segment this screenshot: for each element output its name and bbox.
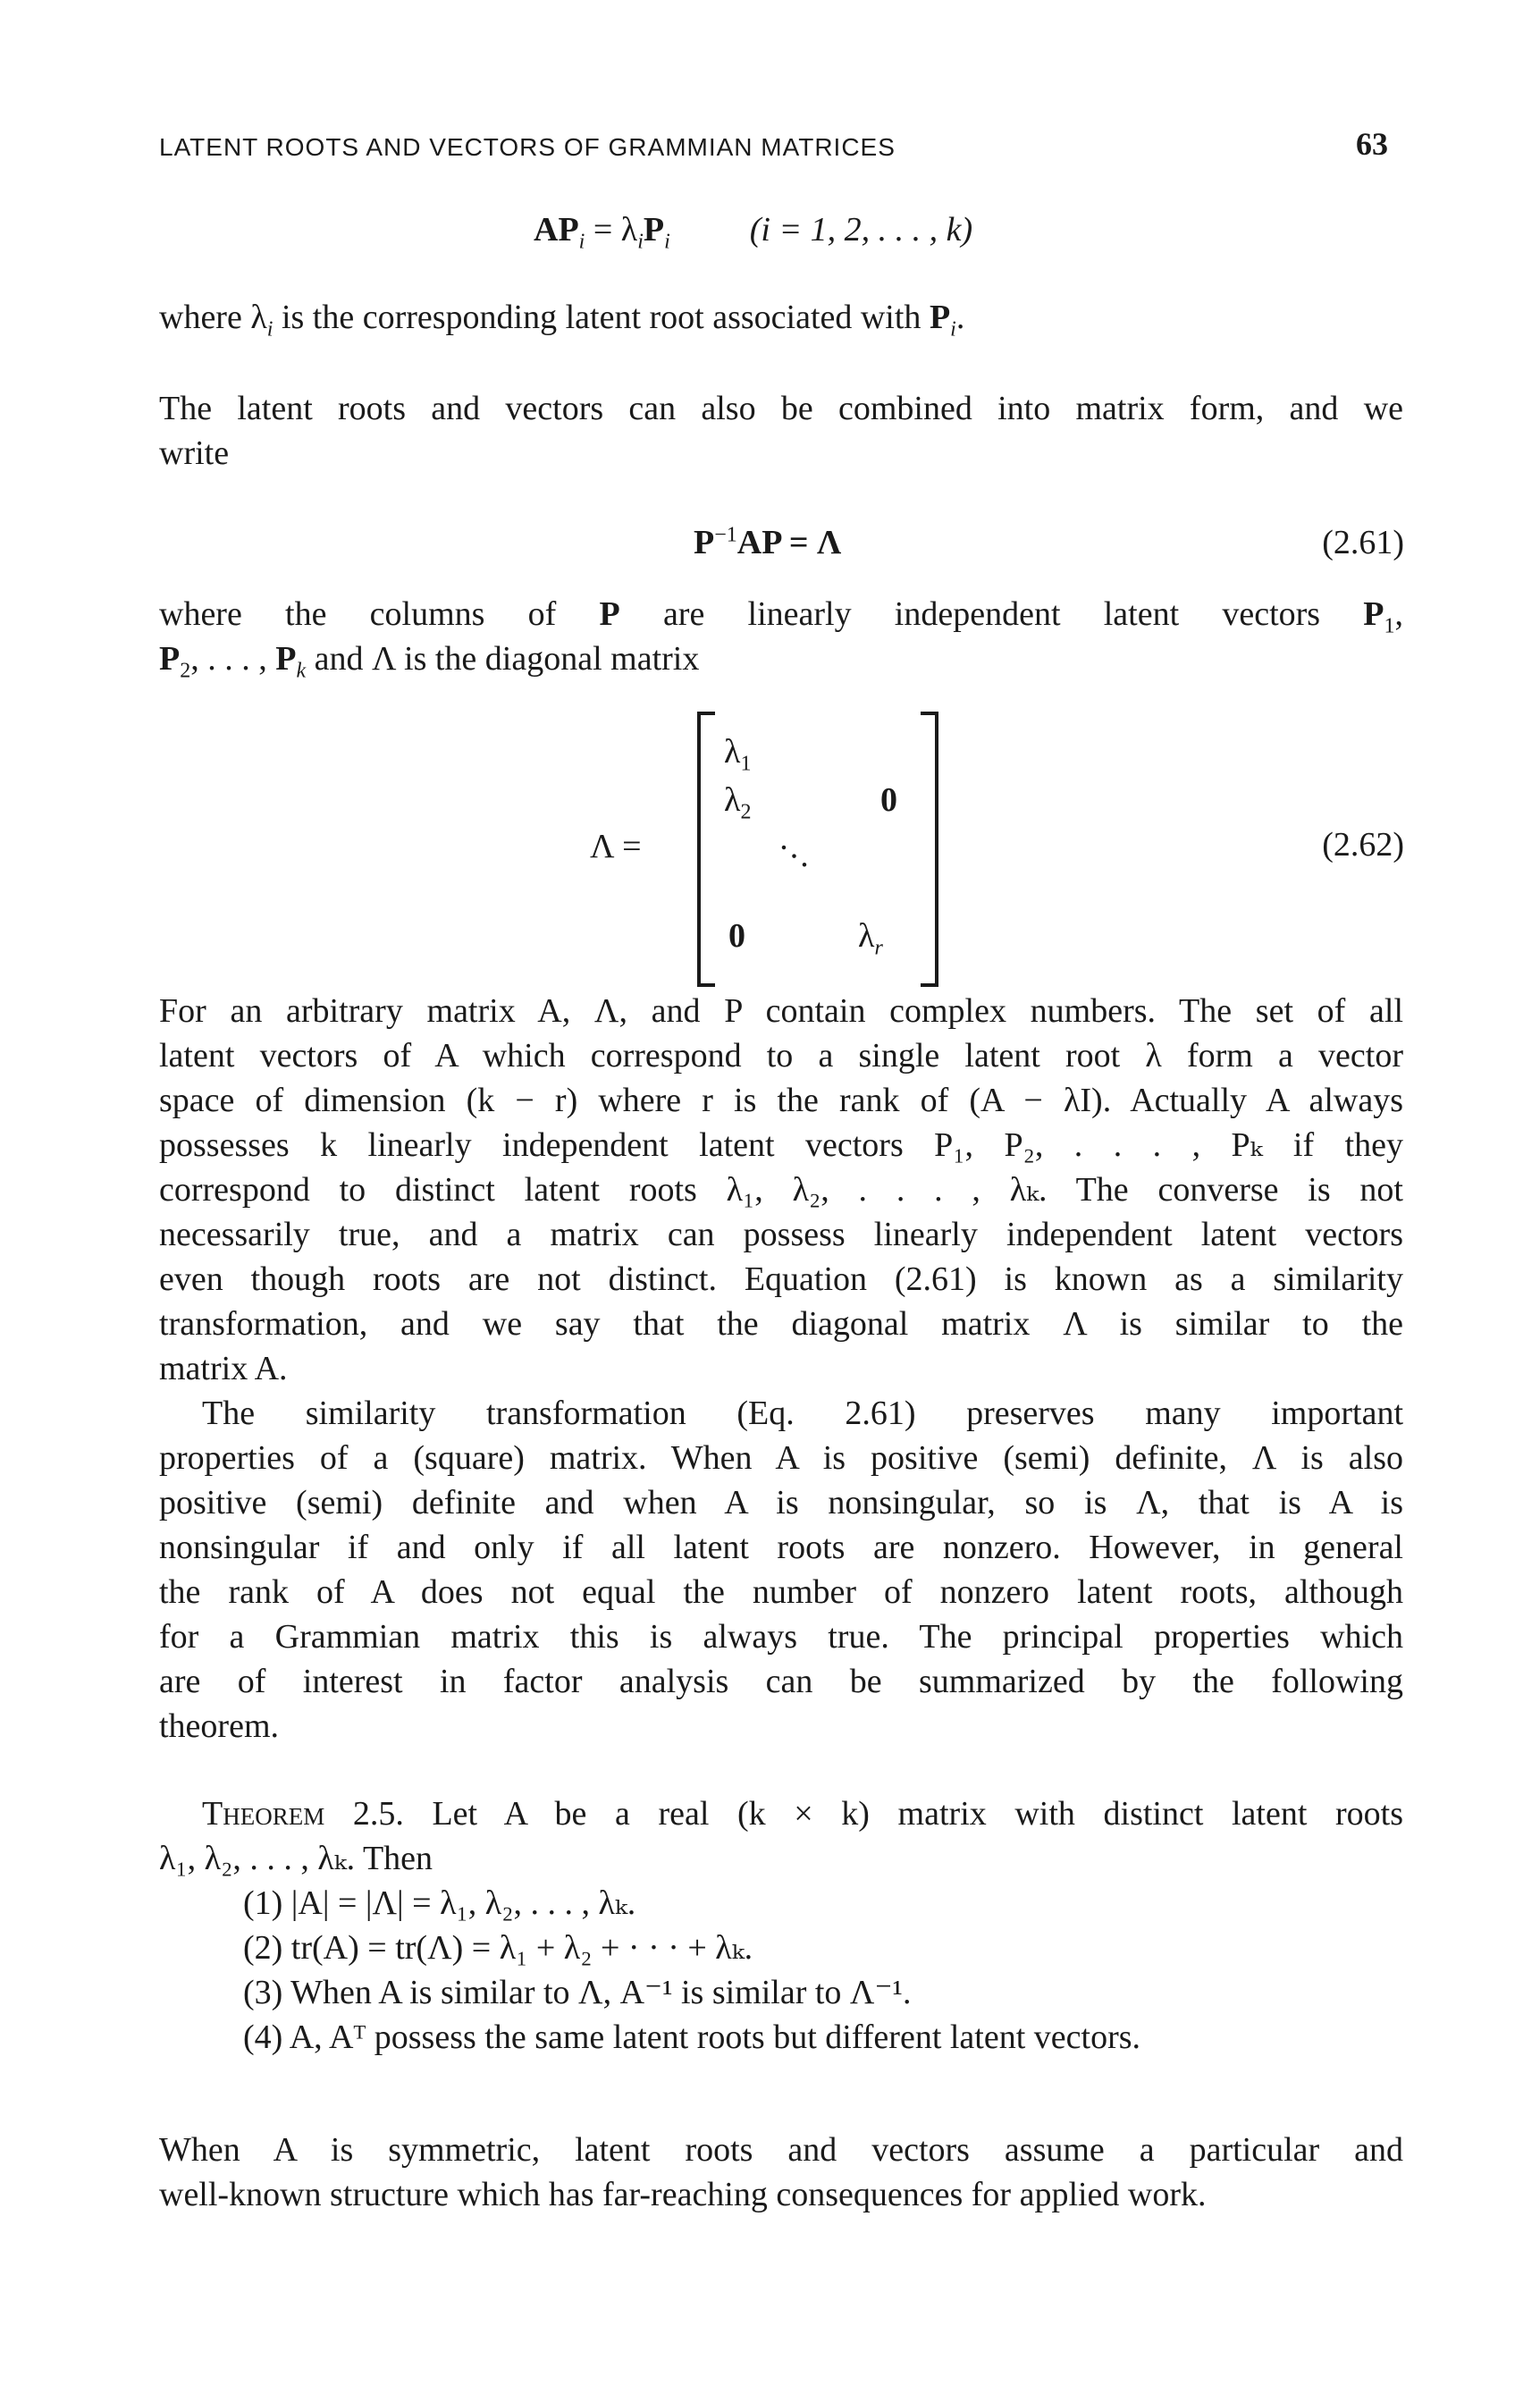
matrix-lambda-r: $\lambda_r$ (858, 917, 883, 960)
para3-dots: , . . . , (190, 640, 276, 678)
para3-p: P (599, 595, 620, 633)
theorem-item-2: (2) tr(A) = tr(Λ) = λ₁ + λ₂ + · · · + λₖ. (243, 1929, 753, 1967)
theorem-item-3: (3) When A is similar to Λ, A⁻¹ is similar to Λ⁻¹. (243, 1974, 912, 2011)
para3-sub1: 1 (1384, 614, 1395, 638)
paragraph-4-line: latent vectors of A which correspond to a single latent root λ form a vector (159, 1037, 1403, 1075)
eq-equals: = λ (585, 211, 638, 249)
para1-text-b: is the corresponding latent root associated with (273, 299, 930, 336)
theorem-statement: Let A be a real (k × k) matrix with distinct latent roots (432, 1795, 1404, 1833)
matrix-right-bracket (921, 712, 938, 987)
paragraph-3-line-1 (159, 592, 1403, 636)
eq-sub-i: i (578, 230, 585, 254)
paragraph-5-line: are of interest in factor analysis can be summarized by the following (159, 1663, 1403, 1700)
matrix-zero-lower: 0 (728, 917, 745, 955)
para3-p1: P (1363, 595, 1384, 633)
para3-c: , (1394, 595, 1403, 633)
paragraph-4-line: matrix A. (159, 1350, 288, 1387)
theorem-item-1: (1) |A| = |Λ| = λ₁, λ₂, . . . , λₖ. (243, 1884, 636, 1922)
matrix-diagonal-dots: . . . (774, 822, 825, 874)
para1-sub: i (266, 317, 273, 341)
theorem-line-2: λ₁, λ₂, . . . , λₖ. Then (159, 1840, 433, 1877)
eq261-p: P (694, 524, 715, 561)
matrix-lhs: Λ = (590, 828, 642, 865)
paragraph-4-line: transformation, and we say that the diagonal matrix Λ is similar to the (159, 1305, 1403, 1343)
theorem-line-1 (202, 1791, 1403, 1836)
paragraph-5-line: theorem. (159, 1707, 280, 1745)
matrix-left-bracket (697, 712, 715, 987)
paragraph-2-line-2: write (159, 434, 230, 472)
matrix-lambda-2: $\lambda_2$ (724, 781, 752, 824)
paragraph-4-line: even though roots are not distinct. Equation (2.61) is known as a similarity (159, 1260, 1403, 1298)
paragraph-5-line: the rank of A does not equal the number of nonzero latent roots, although (159, 1573, 1403, 1611)
paragraph-5-line: The similarity transformation (Eq. 2.61) preserves many important (202, 1395, 1403, 1432)
theorem-label: Theorem 2.5. (202, 1795, 404, 1833)
paragraph-6-line: When A is symmetric, latent roots and vectors assume a particular and (159, 2131, 1403, 2169)
paragraph-4-line: For an arbitrary matrix A, Λ, and P contain complex numbers. The set of all (159, 992, 1403, 1030)
theorem-item-4: (4) A, Aᵀ possess the same latent roots but different latent vectors. (243, 2019, 1141, 2056)
paragraph-5-line: positive (semi) definite and when A is nonsingular, so is Λ, that is A is (159, 1484, 1403, 1521)
eq-sub-i-2: i (637, 230, 644, 254)
para1-text-a: where λ (159, 299, 267, 336)
para3-sub2: 2 (180, 659, 191, 683)
paragraph-2-line-1: The latent roots and vectors can also be combined into matrix form, and we (159, 390, 1403, 427)
para3-pk: P (275, 640, 297, 678)
paragraph-5-line: nonsingular if and only if all latent roots are nonzero. However, in general (159, 1529, 1403, 1566)
para3-subk: k (296, 659, 307, 683)
eq261-sup: −1 (714, 523, 737, 547)
eq-sub-i-3: i (664, 230, 670, 254)
para3-d: and Λ is the diagonal matrix (306, 640, 700, 678)
equation-2-61 (694, 520, 841, 565)
matrix-zero-upper: 0 (880, 781, 897, 819)
paragraph-4-line: possesses k linearly independent latent vectors P₁, P₂, . . . , Pₖ if they (159, 1126, 1403, 1164)
paragraph-5-line: properties of a (square) matrix. When A is positive (semi) definite, Λ is also (159, 1439, 1403, 1477)
page-number: 63 (1356, 126, 1388, 162)
running-title: LATENT ROOTS AND VECTORS OF GRAMMIAN MATRICES (159, 133, 896, 161)
para3-a: where the columns of (159, 595, 600, 633)
eq-rhs-p: P (643, 211, 665, 249)
para3-b: are linearly independent latent vectors (619, 595, 1364, 633)
eq-lhs: AP (534, 211, 579, 249)
diagonal-matrix (590, 712, 965, 989)
paragraph-4-line: correspond to distinct latent roots λ₁, λ₂, . . . , λₖ. The converse is not (159, 1171, 1403, 1209)
paragraph-6-line: well-known structure which has far-reaching consequences for applied work. (159, 2176, 1207, 2213)
para1-text-c: . (955, 299, 965, 336)
equation-number-2-62: (2.62) (1322, 826, 1404, 864)
para3-p2: P (159, 640, 181, 678)
paragraph-5-line: for a Grammian matrix this is always true. The principal properties which (159, 1618, 1403, 1656)
equation-api (534, 207, 972, 252)
paragraph-4-line: necessarily true, and a matrix can possess linearly independent latent vectors (159, 1216, 1403, 1253)
paragraph-1 (159, 295, 964, 340)
paragraph-4-line: space of dimension (k − r) where r is the rank of (A − λI). Actually A always (159, 1082, 1403, 1119)
para1-p: P (929, 299, 951, 336)
matrix-lambda-1: $\lambda_1$ (724, 733, 752, 776)
eq261-rest: AP = Λ (736, 524, 842, 561)
equation-number-2-61: (2.61) (1322, 524, 1404, 561)
para1-p-sub: i (950, 317, 956, 341)
eq-range: (i = 1, 2, . . . , k) (749, 211, 973, 249)
paragraph-3-line-2 (159, 636, 699, 681)
